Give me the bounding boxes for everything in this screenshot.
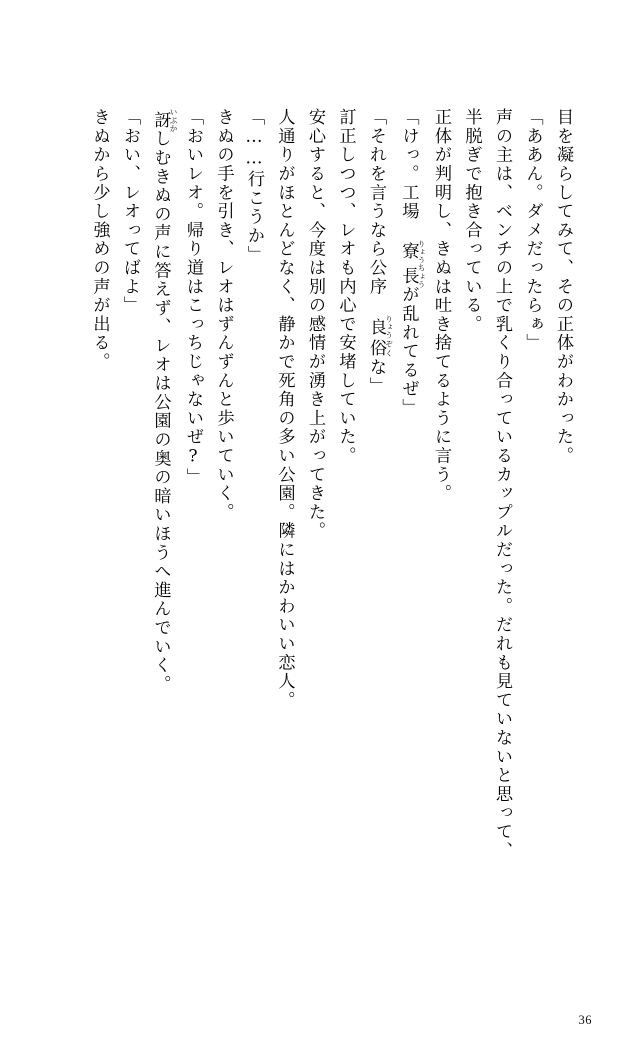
text-line: 「ああん。ダメだったらぁ」: [522, 108, 543, 353]
text-line: 正体が判明し、きぬは吐き捨てるように言う。: [431, 108, 451, 503]
text-line: 声の主は、ベンチの上で乳くり合っているカップルだった。だれも見ていないと思って、: [492, 108, 512, 860]
ruby-annotation: 寮りょう: [398, 239, 426, 264]
text-line: きぬの手を引き、レオはずんずんと歩いていく。: [213, 108, 234, 522]
text-line-with-ruby: 訝いぶかしむきぬの声に答えず、レオは公園の奥の暗いほうへ進んでいく。: [150, 108, 178, 694]
ruby-annotation: 長ちょう: [398, 263, 426, 289]
page-number: 36: [578, 1013, 592, 1027]
text-line-with-ruby: 「けっ。工場 寮りょう長ちょうが乱れてるぜ」: [398, 108, 426, 418]
text-line: 人通りがほとんどなく、静かで死角の多い公園。隣にはかわいい恋人。: [274, 108, 295, 710]
text-line: きぬから少し強めの声が出る。: [89, 108, 110, 372]
text-line-with-ruby: 「それを言うなら公序 良りょう俗ぞくな」: [366, 108, 394, 396]
text-line: 訂正しつつ、レオも内心で安堵していた。: [335, 108, 356, 466]
text-line: 半脱ぎで抱き合っている。: [461, 108, 482, 334]
text-line: 安心すると、今度は別の感情が湧き上がってきた。: [305, 108, 325, 541]
text-line: 目を凝らしてみて、その正体がわかった。: [553, 108, 573, 466]
text-line: 「おい、レオってばよ」: [120, 108, 140, 315]
ruby-annotation: 良りょう: [366, 314, 394, 340]
text-line: 「……行こうか」: [244, 108, 264, 264]
vertical-text-body: [48, 108, 578, 988]
ruby-annotation: 俗ぞく: [366, 339, 394, 358]
ruby-annotation: 訝いぶか: [150, 108, 178, 133]
text-line: 「おいレオ。帰り道はこっちじゃないぜ?」: [183, 108, 203, 487]
